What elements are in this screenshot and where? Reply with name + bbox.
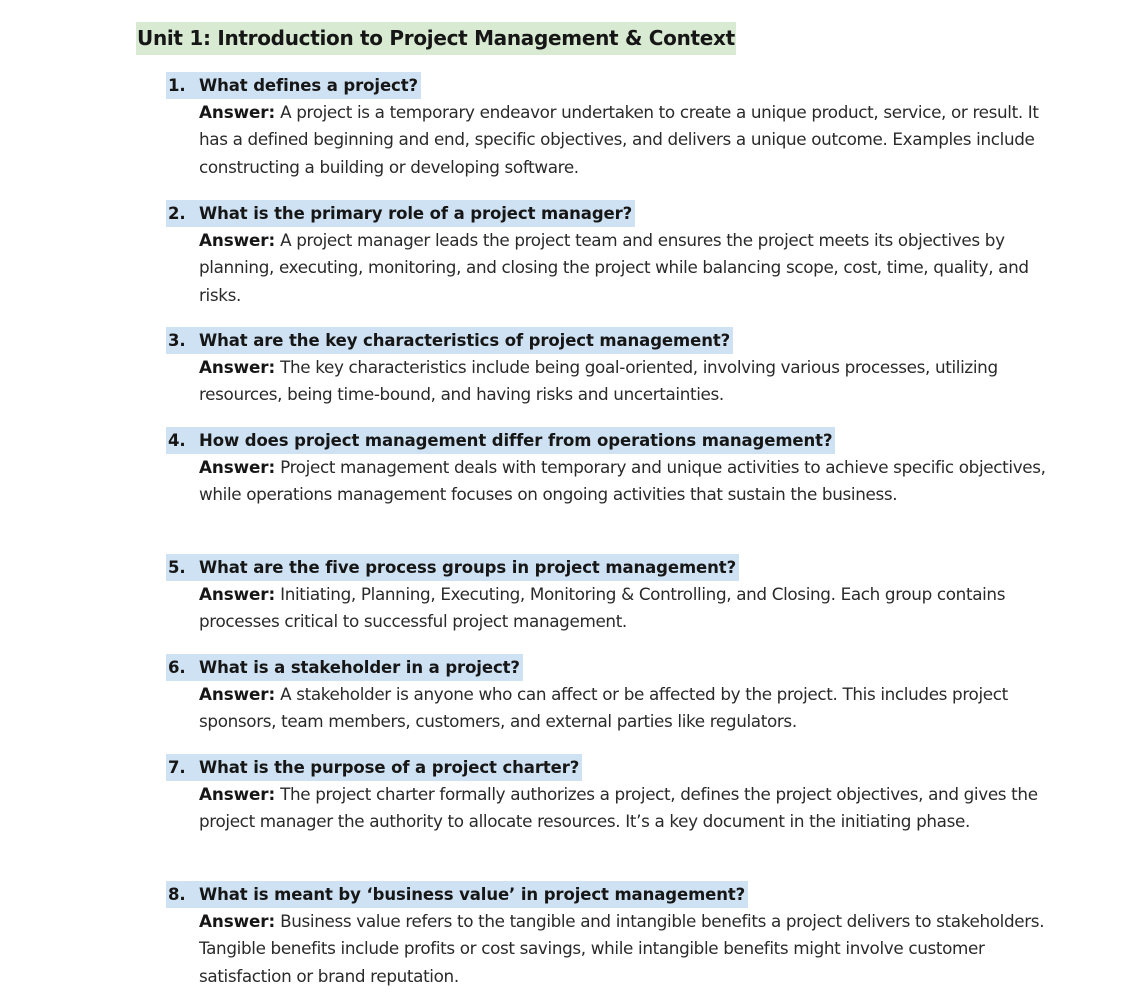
question-number: 5. bbox=[168, 558, 186, 577]
answer-block bbox=[199, 681, 1046, 736]
answer-label: Answer: bbox=[199, 102, 276, 122]
question-text: What is the purpose of a project charter? bbox=[199, 758, 580, 777]
question-number: 7. bbox=[168, 758, 186, 777]
qa-item bbox=[166, 754, 1046, 836]
answer-block bbox=[199, 781, 1046, 836]
question-line bbox=[166, 654, 1046, 681]
question-highlight bbox=[166, 654, 523, 681]
answer-label: Answer: bbox=[199, 584, 276, 604]
answer-label: Answer: bbox=[199, 357, 276, 377]
question-text: What are the key characteristics of project management? bbox=[199, 331, 731, 350]
question-text: How does project management differ from operations management? bbox=[199, 431, 833, 450]
answer-block bbox=[199, 908, 1046, 990]
answer-text: Project management deals with temporary and unique activities to achieve specific objectives, while operations management focuses on ongoing activities that sustain the business. bbox=[199, 457, 1046, 505]
answer-text: A stakeholder is anyone who can affect or be affected by the project. This includes project sponsors, team members, customers, and external parties like regulators. bbox=[199, 684, 1008, 732]
answer-text: Business value refers to the tangible and intangible benefits a project delivers to stakeholders. Tangible benefits include profits or cost savings, while intangible benefits might involve customer satisfaction or brand reputation. bbox=[199, 911, 1045, 986]
question-line bbox=[166, 72, 1046, 99]
answer-block bbox=[199, 99, 1046, 181]
answer-block bbox=[199, 227, 1046, 309]
answer-label: Answer: bbox=[199, 230, 276, 250]
question-highlight bbox=[166, 554, 739, 581]
question-number: 8. bbox=[168, 885, 186, 904]
question-line bbox=[166, 554, 1046, 581]
answer-text: Initiating, Planning, Executing, Monitoring & Controlling, and Closing. Each group contains processes critical to successful project management. bbox=[199, 584, 1006, 632]
answer-block bbox=[199, 454, 1046, 509]
qa-item bbox=[166, 327, 1046, 409]
question-highlight bbox=[166, 72, 421, 99]
answer-label: Answer: bbox=[199, 784, 276, 804]
question-highlight bbox=[166, 754, 582, 781]
qa-item bbox=[166, 554, 1046, 636]
qa-item bbox=[166, 654, 1046, 736]
answer-text: A project manager leads the project team and ensures the project meets its objectives by planning, executing, monitoring, and closing the project while balancing scope, cost, time, quality, and risks. bbox=[199, 230, 1029, 305]
question-highlight bbox=[166, 881, 748, 908]
question-highlight bbox=[166, 427, 835, 454]
answer-label: Answer: bbox=[199, 911, 276, 931]
question-highlight bbox=[166, 200, 635, 227]
answer-label: Answer: bbox=[199, 457, 276, 477]
answer-text: The project charter formally authorizes a project, defines the project objectives, and gives the project manager the authority to allocate resources. It’s a key document in the initiating phase. bbox=[199, 784, 1038, 832]
question-number: 1. bbox=[168, 76, 186, 95]
qa-item bbox=[166, 72, 1046, 181]
answer-label: Answer: bbox=[199, 684, 276, 704]
question-line bbox=[166, 754, 1046, 781]
question-highlight bbox=[166, 327, 733, 354]
question-number: 6. bbox=[168, 658, 186, 677]
question-text: What defines a project? bbox=[199, 76, 419, 95]
question-line bbox=[166, 327, 1046, 354]
answer-block bbox=[199, 354, 1046, 409]
qa-item bbox=[166, 427, 1046, 509]
question-text: What is meant by ‘business value’ in project management? bbox=[199, 885, 746, 904]
answer-text: The key characteristics include being goal-oriented, involving various processes, utilizing resources, being time-bound, and having risks and uncertainties. bbox=[199, 357, 998, 405]
question-text: What are the five process groups in project management? bbox=[199, 558, 737, 577]
question-text: What is a stakeholder in a project? bbox=[199, 658, 520, 677]
qa-item bbox=[166, 200, 1046, 309]
unit-title: Unit 1: Introduction to Project Management & Context bbox=[136, 22, 736, 55]
question-number: 4. bbox=[168, 431, 186, 450]
question-number: 2. bbox=[168, 204, 186, 223]
answer-block bbox=[199, 581, 1046, 636]
question-text: What is the primary role of a project manager? bbox=[199, 204, 633, 223]
question-line bbox=[166, 200, 1046, 227]
qa-item bbox=[166, 881, 1046, 990]
question-line bbox=[166, 881, 1046, 908]
question-number: 3. bbox=[168, 331, 186, 350]
question-line bbox=[166, 427, 1046, 454]
answer-text: A project is a temporary endeavor undertaken to create a unique product, service, or result. It has a defined beginning and end, specific objectives, and delivers a unique outcome. Examples include constructing a building or developing software. bbox=[199, 102, 1039, 177]
